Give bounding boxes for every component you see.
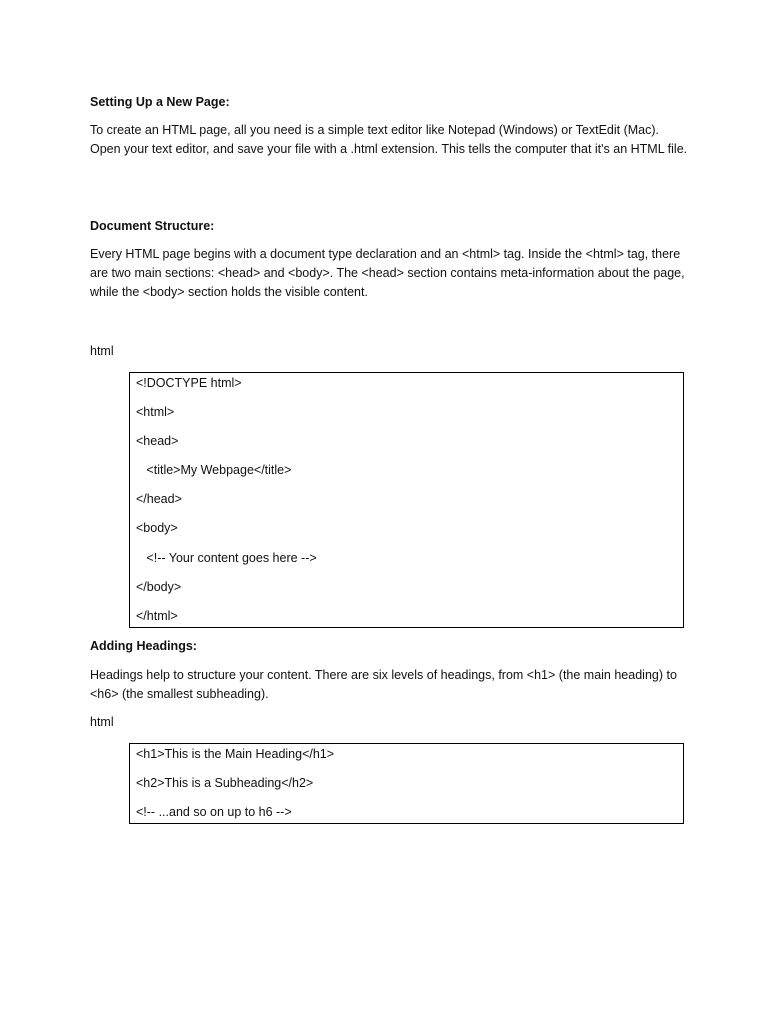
code-line: </html> [136,609,178,623]
code-block-structure [129,372,684,628]
paragraph-setting-up: To create an HTML page, all you need is a simple text editor like Notepad (Windows) or TextEdit (Mac). Open your text editor, and save your file with a .html extension. This tells the computer that it's an HTML file. [90,123,688,156]
code-label-structure: html [90,344,114,358]
heading-setting-up: Setting Up a New Page: [90,95,230,109]
code-line: <h1>This is the Main Heading</h1> [136,747,335,761]
code-line: <!-- Your content goes here --> [136,551,317,565]
heading-adding-headings: Adding Headings: [90,639,197,653]
code-line: <!-- ...and so on up to h6 --> [136,805,292,819]
code-line: <html> [136,405,175,419]
code-line: <!DOCTYPE html> [136,376,242,390]
code-line: </head> [136,492,182,506]
code-line: <h2>This is a Subheading</h2> [136,776,314,790]
code-label-headings: html [90,715,114,729]
code-line: <body> [136,521,178,535]
code-block-headings [129,743,684,824]
code-line: </body> [136,580,182,594]
paragraph-document-structure: Every HTML page begins with a document type declaration and an <html> tag. Inside the <html> tag, there are two main sections: <head> and <body>. The <head> section contains meta-information about the page, while the <body> section holds the visible content. [90,247,685,299]
paragraph-adding-headings: Headings help to structure your content. There are six levels of headings, from <h1> (the main heading) to <h6> (the smallest subheading). [90,668,677,701]
code-line: <head> [136,434,179,448]
heading-document-structure: Document Structure: [90,219,215,233]
code-line: <title>My Webpage</title> [136,463,292,477]
